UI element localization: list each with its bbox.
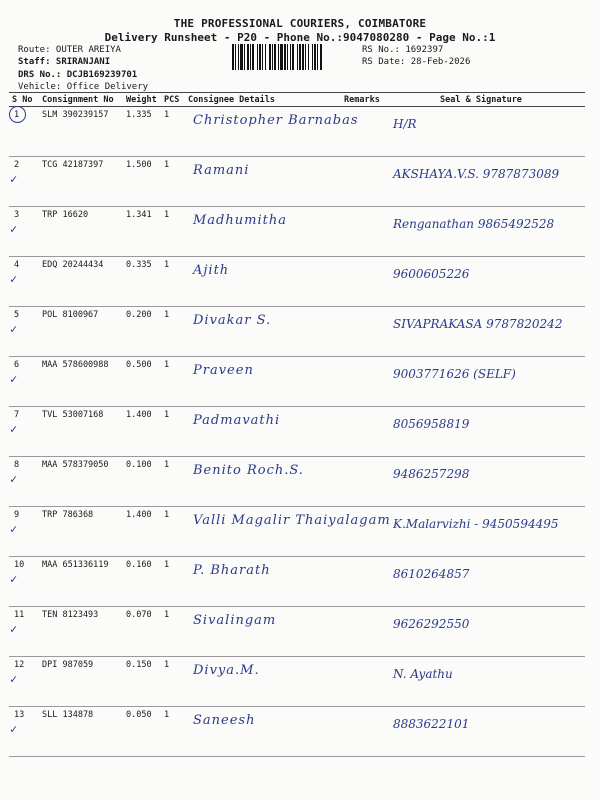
cell-remarks	[341, 157, 377, 207]
tick-mark-icon: ✓	[10, 572, 18, 586]
sno-value: 8	[14, 460, 20, 470]
company-title: THE PROFESSIONAL COURIERS, COIMBATORE	[173, 17, 427, 30]
cell-consignee: Divya.M.	[185, 657, 341, 707]
sno-value: 2	[14, 160, 20, 170]
cell-consignee: Saneesh	[185, 707, 341, 757]
cell-consignee: P. Bharath	[185, 557, 341, 607]
table-row	[9, 707, 585, 757]
cell-sno	[9, 457, 39, 507]
tick-mark-icon: ✓	[10, 472, 18, 486]
sno-value: 12	[14, 660, 25, 670]
cell-pcs: 1	[161, 557, 185, 607]
sno-value: 4	[14, 260, 20, 270]
cell-sno	[9, 657, 39, 707]
tick-mark-icon: ✓	[10, 422, 18, 436]
cell-consignment: TCG 42187397	[39, 157, 123, 207]
sno-value: 5	[14, 310, 20, 320]
cell-consignment: TEN 8123493	[39, 607, 123, 657]
table-row	[9, 407, 585, 457]
cell-signature: Renganathan 9865492528	[377, 207, 585, 257]
cell-pcs: 1	[161, 407, 185, 457]
cell-weight: 0.335	[123, 257, 161, 307]
cell-consignee: Benito Roch.S.	[185, 457, 341, 507]
cell-signature: 9626292550	[377, 607, 585, 657]
cell-sno	[9, 307, 39, 357]
tick-mark-icon: ✓	[10, 322, 18, 336]
cell-remarks	[341, 307, 377, 357]
cell-consignee: Sivalingam	[185, 607, 341, 657]
cell-weight: 0.100	[123, 457, 161, 507]
cell-sno	[9, 707, 39, 757]
cell-remarks	[341, 557, 377, 607]
tick-mark-icon: ✓	[10, 272, 18, 286]
cell-consignment: DPI 987059	[39, 657, 123, 707]
cell-sno	[9, 157, 39, 207]
cell-remarks	[341, 357, 377, 407]
sno-value: 13	[14, 710, 25, 720]
cell-signature: SIVAPRAKASA 9787820242	[377, 307, 585, 357]
col-signature: Seal & Signature	[377, 93, 585, 107]
cell-weight: 0.500	[123, 357, 161, 407]
table-row	[9, 107, 585, 157]
sno-value: 9	[14, 510, 20, 520]
cell-sno	[9, 357, 39, 407]
tick-mark-icon: ✓	[10, 522, 18, 536]
cell-pcs: 1	[161, 657, 185, 707]
tick-mark-icon: ✓	[10, 372, 18, 386]
cell-remarks	[341, 457, 377, 507]
cell-consignment: POL 8100967	[39, 307, 123, 357]
cell-weight: 1.341	[123, 207, 161, 257]
cell-consignment: MAA 651336119	[39, 557, 123, 607]
tick-mark-icon: ✓	[10, 722, 18, 736]
sno-value: 6	[14, 360, 20, 370]
table-row	[9, 557, 585, 607]
cell-sno	[9, 607, 39, 657]
table-row	[9, 157, 585, 207]
cell-sno	[9, 407, 39, 457]
table-row	[9, 307, 585, 357]
col-consignment: Consignment No	[39, 93, 123, 107]
cell-consignment: MAA 578600988	[39, 357, 123, 407]
table-row	[9, 207, 585, 257]
cell-consignment: TRP 16620	[39, 207, 123, 257]
vehicle-label: Vehicle: Office Delivery	[18, 82, 149, 92]
table-row	[9, 357, 585, 407]
cell-consignment: MAA 578379050	[39, 457, 123, 507]
table-row	[9, 457, 585, 507]
route-label: Route: OUTER AREIYA	[18, 45, 121, 55]
cell-weight: 1.335	[123, 107, 161, 157]
cell-weight: 0.150	[123, 657, 161, 707]
tick-mark-icon: ✓	[10, 672, 18, 686]
col-consignee: Consignee Details	[185, 93, 341, 107]
cell-pcs: 1	[161, 157, 185, 207]
cell-weight: 1.500	[123, 157, 161, 207]
table-row	[9, 507, 585, 557]
cell-consignment: SLM 390239157	[39, 107, 123, 157]
cell-weight: 0.050	[123, 707, 161, 757]
cell-weight: 0.200	[123, 307, 161, 357]
rs-date: RS Date: 28-Feb-2026	[362, 57, 471, 67]
tick-mark-icon: ✓	[10, 622, 18, 636]
cell-remarks	[341, 207, 377, 257]
cell-weight: 1.400	[123, 407, 161, 457]
sno-value: 10	[14, 560, 25, 570]
staff-label: Staff: SRIRANJANI	[18, 57, 111, 67]
cell-pcs: 1	[161, 457, 185, 507]
cell-consignment: EDQ 20244434	[39, 257, 123, 307]
col-sno: S No	[9, 93, 39, 107]
cell-pcs: 1	[161, 507, 185, 557]
sno-value: 1	[14, 110, 20, 120]
barcode-icon	[232, 44, 358, 70]
cell-pcs: 1	[161, 607, 185, 657]
cell-pcs: 1	[161, 107, 185, 157]
cell-signature: 8883622101	[377, 707, 585, 757]
cell-signature: H/R	[377, 107, 585, 157]
cell-signature: N. Ayathu	[377, 657, 585, 707]
cell-signature: 9600605226	[377, 257, 585, 307]
cell-pcs: 1	[161, 707, 185, 757]
cell-signature: AKSHAYA.V.S. 9787873089	[377, 157, 585, 207]
cell-consignee: Ajith	[185, 257, 341, 307]
sno-value: 7	[14, 410, 20, 420]
cell-consignee: Valli Magalir Thaiyalagam	[185, 507, 341, 557]
cell-weight: 0.070	[123, 607, 161, 657]
table-header-row	[9, 93, 585, 107]
table-row	[9, 607, 585, 657]
cell-consignee: Padmavathi	[185, 407, 341, 457]
cell-signature: K.Malarvizhi - 9450594495	[377, 507, 585, 557]
cell-remarks	[341, 607, 377, 657]
cell-pcs: 1	[161, 207, 185, 257]
cell-sno	[9, 207, 39, 257]
cell-sno	[9, 557, 39, 607]
cell-signature: 9003771626 (SELF)	[377, 357, 585, 407]
cell-signature: 8610264857	[377, 557, 585, 607]
col-pcs: PCS	[161, 93, 185, 107]
circle-mark-icon	[9, 106, 26, 123]
cell-remarks	[341, 257, 377, 307]
col-weight: Weight	[123, 93, 161, 107]
sno-value: 3	[14, 210, 20, 220]
sno-value: 11	[14, 610, 25, 620]
cell-pcs: 1	[161, 357, 185, 407]
cell-weight: 0.160	[123, 557, 161, 607]
table-row	[9, 657, 585, 707]
cell-consignment: SLL 134878	[39, 707, 123, 757]
cell-remarks	[341, 407, 377, 457]
cell-consignment: TVL 53007168	[39, 407, 123, 457]
runsheet-table	[9, 92, 585, 757]
cell-sno	[9, 507, 39, 557]
cell-consignee: Christopher Barnabas	[185, 107, 341, 157]
cell-weight: 1.400	[123, 507, 161, 557]
table-row	[9, 257, 585, 307]
rs-number: RS No.: 1692397	[362, 45, 444, 55]
cell-signature: 8056958819	[377, 407, 585, 457]
tick-mark-icon: ✓	[10, 222, 18, 236]
cell-consignment: TRP 786368	[39, 507, 123, 557]
cell-pcs: 1	[161, 257, 185, 307]
cell-remarks	[341, 657, 377, 707]
cell-remarks	[341, 707, 377, 757]
runsheet-title: Delivery Runsheet - P20 - Phone No.:9047080280 - Page No.:1	[104, 31, 496, 44]
drs-label: DRS No.: DCJB169239701	[18, 70, 138, 80]
cell-consignee: Praveen	[185, 357, 341, 407]
cell-pcs: 1	[161, 307, 185, 357]
col-remarks: Remarks	[341, 93, 377, 107]
cell-sno	[9, 257, 39, 307]
cell-consignee: Ramani	[185, 157, 341, 207]
tick-mark-icon: ✓	[10, 172, 18, 186]
cell-signature: 9486257298	[377, 457, 585, 507]
cell-consignee: Divakar S.	[185, 307, 341, 357]
cell-sno	[9, 107, 39, 157]
cell-consignee: Madhumitha	[185, 207, 341, 257]
